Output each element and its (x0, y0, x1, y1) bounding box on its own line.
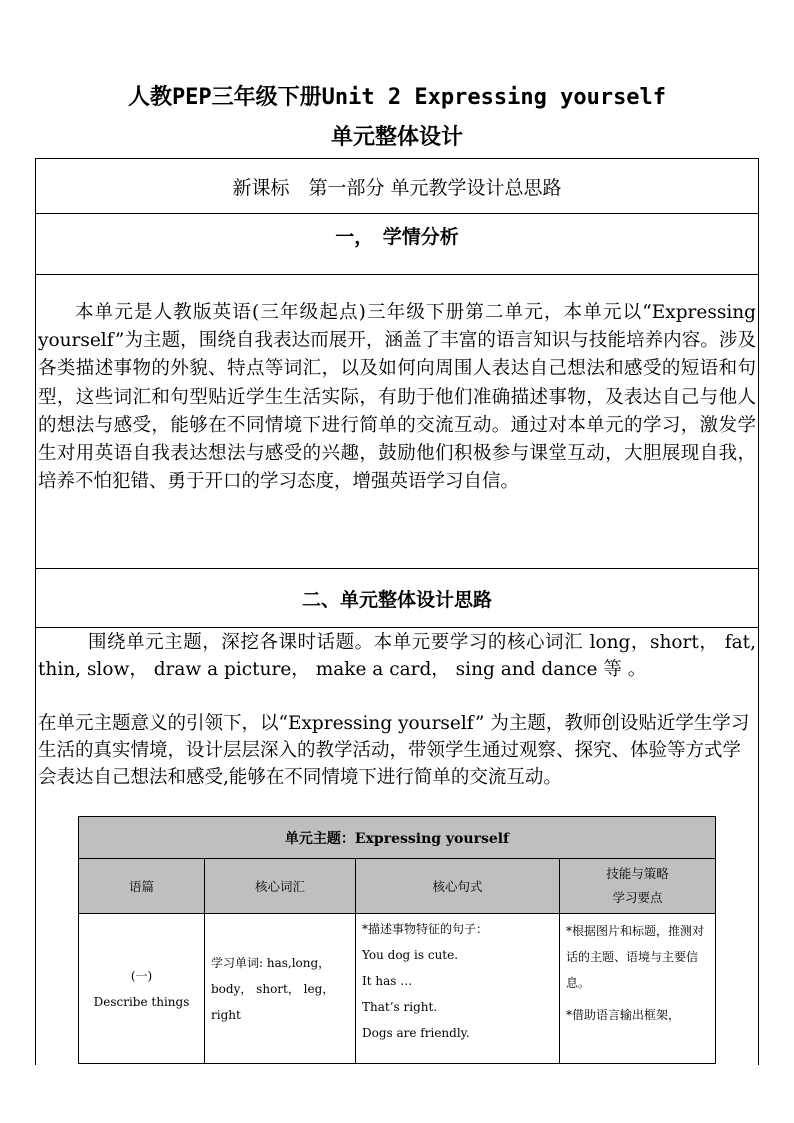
section-header-row (36, 159, 758, 214)
vocab-cell: 学习单词: has,long，body， short， leg， right (205, 914, 356, 1064)
part2-paragraph-1: 围绕单元主题，深挖各课时话题。本单元要学习的核心词汇 long，short， fat, thin, slow， draw a picture， make a card， sing and dance 等 。 (38, 632, 756, 680)
header-skills-line1: 技能与策略 (606, 866, 669, 881)
document-title: 人教PEP三年级下册Unit 2 Expressing yourself (127, 85, 667, 110)
passage-cell (79, 914, 205, 1064)
sentence-item: Dogs are friendly. (362, 1026, 470, 1040)
section-header: 新课标 第一部分 单元教学设计总思路 (232, 177, 562, 199)
part1-paragraph: 本单元是人教版英语(三年级起点)三年级下册第二单元，本单元以“Expressing yourself”为主题，围绕自我表达而展开，涵盖了丰富的语言知识与技能培养内容。涉及各类描述事物的外貌、特点等词汇，以及如何向周围人表达自己想法和感受的短语和句型，这些词汇和句型贴近学生生活实际，有助于他们准确描述事物，及表达自己与他人的想法与感受，能够在不同情境下进行简单的交流互动。通过对本单元的学习，激发学生对用英语自我表达想法与感受的兴趣，鼓励他们积极参与课堂互动，大胆展现自我，培养不怕犯错、勇于开口的学习态度，增强英语学习自信。 (38, 302, 756, 493)
header-skills-line2: 学习要点 (612, 890, 663, 905)
skill-item: *根据图片和标题，推测对话的主题、语境与主要信息。 (566, 924, 705, 990)
skill-item: *借助语言输出框架， (566, 1008, 681, 1022)
unit-theme-cell: 单元主题：Expressing yourself (79, 817, 716, 859)
header-sentences: 核心句式 (356, 859, 560, 914)
unit-overview-table (78, 816, 716, 1064)
header-skills (560, 859, 716, 914)
sentence-item: It has … (362, 974, 413, 988)
part1-title: 一， 学情分析 (335, 226, 459, 248)
design-table (35, 158, 759, 1065)
skills-cell (560, 914, 716, 1064)
part1-body-row (36, 275, 758, 569)
sentence-item: That’s right. (362, 1000, 438, 1014)
document-subtitle: 单元整体设计 (330, 125, 463, 150)
sentence-item: You dog is cute. (362, 948, 459, 962)
part1-title-row (36, 214, 758, 275)
part2-paragraph-2: 在单元主题意义的引领下，以“Expressing yourself” 为主题，教师创设贴近学生学习生活的真实情境，设计层层深入的教学活动，带领学生通过观察、探究、体验等方式学会表达自己想法和感受,能够在不同情境下进行简单的交流互动。 (38, 713, 750, 788)
header-vocab: 核心词汇 (205, 859, 356, 914)
part2-title: 二、单元整体设计思路 (301, 589, 492, 611)
sentences-title: *描述事物特征的句子： (362, 922, 489, 936)
header-passage: 语篇 (79, 859, 205, 914)
part2-title-row (36, 569, 758, 628)
sentences-cell (356, 914, 560, 1064)
passage-number: (一) (130, 968, 153, 983)
passage-name: Describe things (93, 994, 190, 1009)
